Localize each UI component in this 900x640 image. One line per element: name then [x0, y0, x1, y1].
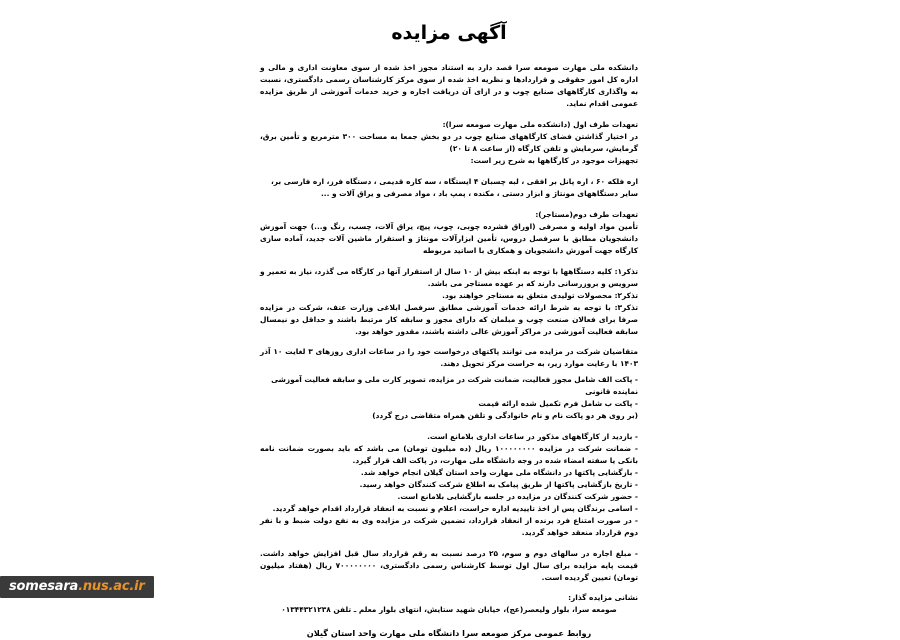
- application-section: [260, 346, 638, 422]
- envelope-a: - پاکت الف شامل مجوز فعالیت، ضمانت شرکت در مزایده، تصویر کارت ملی و سابقه فعالیت آموزشی نماینده قانونی: [271, 375, 638, 397]
- note-3: تذکر۳: با توجه به شرط ارائه خدمات آموزشی مطابق سرفصل ابلاغی وزارت عتف، شرکت در مزایده صرفا برای فعالان صنعت چوب و مبلمان که دارای مجوز و سابقه کار مرتبط باشند و حداقل دو نیمسال سابقه فعالیت آموزشی در مراکز آموزش عالی داشته باشند، مقدور خواهد بود.: [260, 302, 638, 336]
- site-watermark: [0, 576, 154, 598]
- envelope-b: - پاکت ب شامل فرم تکمیل شده ارائه قیمت: [478, 399, 638, 409]
- pricing-section: [260, 548, 638, 584]
- intro-paragraph: دانشکده ملی مهارت صومعه سرا قصد دارد به استناد مجوز اخذ شده از سوی معاونت اداری و مالی و اداره کل امور حقوقی و قراردادها و نظریه اخذ شده از سوی مرکز کارشناسان رسمی دادگستری، نسبت به واگذاری کارگاههای صنایع چوب و در ازای آن دریافت اجاره و خرید خدمات آموزشی از طریق مزایده عمومی اقدام نماید.: [260, 62, 638, 108]
- notes-section: [260, 266, 638, 338]
- application-intro: متقاضیان شرکت در مزایده می توانند پاکتهای درخواست خود را در ساعات اداری روزهای ۳ لغایت ۱۰ آذر ۱۴۰۳ با رعایت موارد زیر، به حراست مرکز تحویل دهند.: [260, 347, 638, 369]
- page-title: آگهی مزایده: [391, 22, 507, 44]
- note-2: تذکر۲: محصولات تولیدی متعلق به مستاجر خواهند بود.: [442, 290, 638, 300]
- party-two-section: [260, 209, 638, 257]
- condition-winners: - اسامی برندگان پس از اخذ تاییدیه اداره حراست، اعلام و نسبت به انعقاد قرارداد اقدام خواهد گردید.: [272, 504, 638, 514]
- address-heading: نشانی مزایده گذار:: [568, 593, 638, 603]
- condition-opening-date: - تاریخ بازگشایی پاکتها از طریق پیامک به اطلاع شرکت کنندگان خواهد رسید.: [359, 480, 638, 490]
- party-two-body: تأمین مواد اولیه و مصرفی (اوراق فشرده چوبی، چوب، پیچ، یراق آلات، چسب، رنگ و...) جهت آموزش دانشجویان مطابق با سرفصل دروس، تأمین ابزارآلات مونتاژ و استقرار ماشین آلات جدید، آماده سازی کارگاه جهت آموزش دانشجویان و همکاری با اساتید مربوطه: [260, 221, 638, 255]
- condition-attendance: - حضور شرکت کنندگان در مزایده در جلسه بازگشایی بلامانع است.: [397, 492, 638, 502]
- party-one-heading: تعهدات طرف اول (دانشکده ملی مهارت صومعه سرا):: [442, 119, 638, 129]
- party-one-section: [260, 119, 638, 167]
- party-two-heading: تعهدات طرف دوم(مستاجر):: [535, 209, 638, 219]
- equipment-line-1: اره فلکه ۶۰ ، اره پانل بر افقی ، لبه چسبان ۴ ایستگاه ، سه کاره قدیمی ، دستگاه فرز، اره فارسی بر،: [270, 176, 638, 186]
- condition-visit: - بازدید از کارگاههای مذکور در ساعات اداری بلامانع است.: [427, 432, 638, 442]
- watermark-domain: .nus.ac.ir: [78, 579, 145, 594]
- address-section: [260, 593, 638, 616]
- envelope-note: (بر روی هر دو پاکت نام و نام خانوادگی و تلفن همراه متقاضی درج گردد): [372, 411, 638, 421]
- equipment-list: [260, 176, 638, 200]
- pricing-paragraph: - مبلغ اجاره در سالهای دوم و سوم، ۲۵ درصد نسبت به رقم قرارداد سال قبل افزایش خواهد داشت. قیمت پایه مزایده برای سال اول توسط کارشناس رسمی دادگستری، ۷۰۰۰۰۰۰۰۰ ریال (هفتاد میلیون تومان) تعیین گردیده است.: [260, 549, 638, 583]
- watermark-name: somesara: [9, 579, 79, 594]
- conditions-section: [260, 431, 638, 539]
- footer-organization: روابط عمومی مرکز صومعه سرا دانشگاه ملی مهارت واحد استان گیلان: [306, 628, 592, 639]
- auction-notice-document: [260, 22, 638, 640]
- condition-guarantee: - ضمانت شرکت در مزایده ۱۰۰۰۰۰۰۰۰ ریال (ده میلیون تومان) می باشد که باید بصورت ضمانت نامه بانکی یا سفته امضاء شده در وجه دانشگاه ملی مهارت، در پاکت الف قرار گیرد.: [260, 444, 638, 466]
- equipment-line-2: سایر دستگاههای مونتاژ و ابزار دستی ، مکنده ، پمپ باد ، مواد مصرفی و یراق آلات و ...: [320, 188, 638, 198]
- party-one-line-1: در اختیار گذاشتن فضای کارگاههای صنایع چوب در دو بخش جمعا به مساحت ۳۰۰ مترمربع و تأمین برق، گرمایش، سرمایش و تلفن کارگاه (از ساعت ۸ تا ۲۰): [260, 131, 638, 153]
- address-line: صومعه سرا، بلوار ولیعصر(عج)، خیابان شهید ستایش، انتهای بلوار معلم ـ تلفن ۰۱۳۴۴۳۲۱۲۳۸: [281, 605, 617, 615]
- condition-opening-place: - بازگشایی پاکتها در دانشگاه ملی مهارت واحد استان گیلان انجام خواهد شد.: [360, 468, 638, 478]
- note-1: تذکر۱: کلیه دستگاهها با توجه به اینکه بیش از ۱۰ سال از استقرار آنها در کارگاه می گذرد، نیاز به تعمیر و سرویس و بروزرسانی دارند که بر عهده مستاجر می باشد.: [260, 266, 638, 288]
- party-one-line-2: تجهیزات موجود در کارگاهها به شرح زیر است:: [470, 155, 638, 165]
- condition-refusal: - در صورت امتناع فرد برنده از انعقاد قرارداد، تضمین شرکت در مزایده وی به نفع دولت ضبط و با نفر دوم قرارداد منعقد خواهد گردید.: [260, 516, 638, 538]
